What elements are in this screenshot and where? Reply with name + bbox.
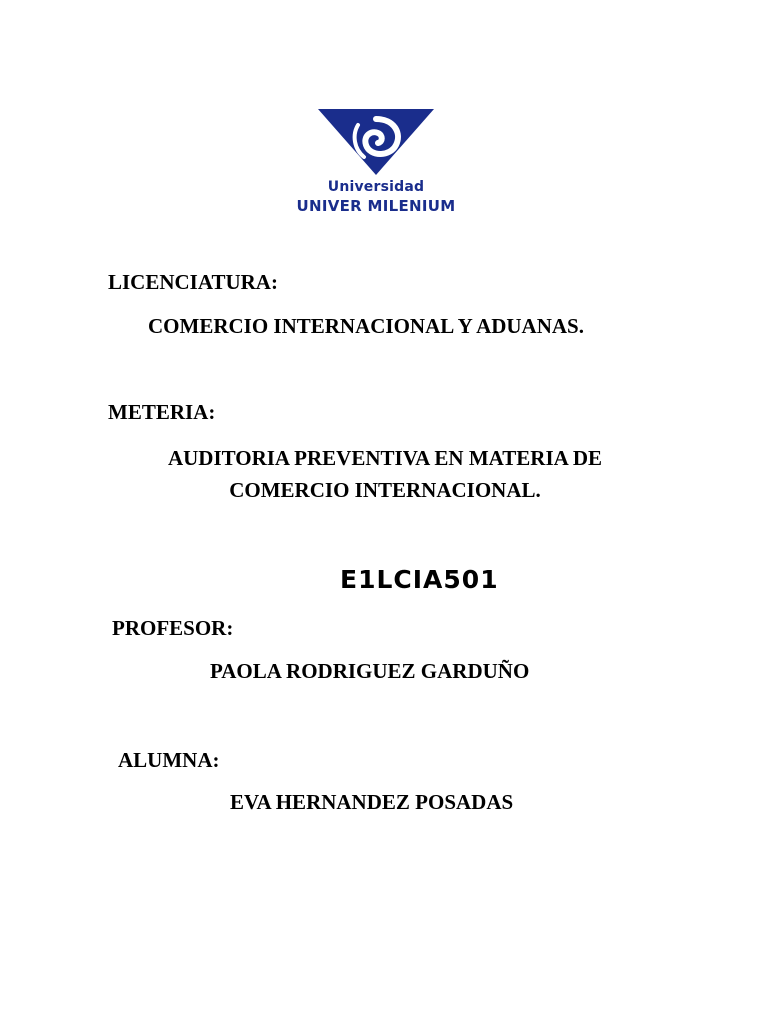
group-code: E1LCIA501	[340, 565, 499, 594]
materia-label: METERIA:	[108, 400, 216, 424]
profesor-value: PAOLA RODRIGUEZ GARDUÑO	[210, 659, 530, 683]
licenciatura-label: LICENCIATURA:	[108, 270, 278, 294]
materia-value-line1: AUDITORIA PREVENTIVA EN MATERIA DE	[167, 446, 603, 470]
logo-text-universidad: Universidad	[327, 179, 425, 195]
university-logo	[276, 105, 476, 215]
licenciatura-value: COMERCIO INTERNACIONAL Y ADUANAS.	[148, 314, 584, 338]
alumna-value: EVA HERNANDEZ POSADAS	[230, 790, 514, 814]
university-emblem-icon	[316, 105, 436, 177]
materia-value	[110, 442, 660, 506]
alumna-label: ALUMNA:	[118, 748, 220, 772]
logo-text-univer-milenium: UNIVER MILENIUM	[296, 197, 456, 215]
materia-value-line2: COMERCIO INTERNACIONAL.	[229, 478, 541, 502]
profesor-label: PROFESOR:	[112, 616, 234, 640]
